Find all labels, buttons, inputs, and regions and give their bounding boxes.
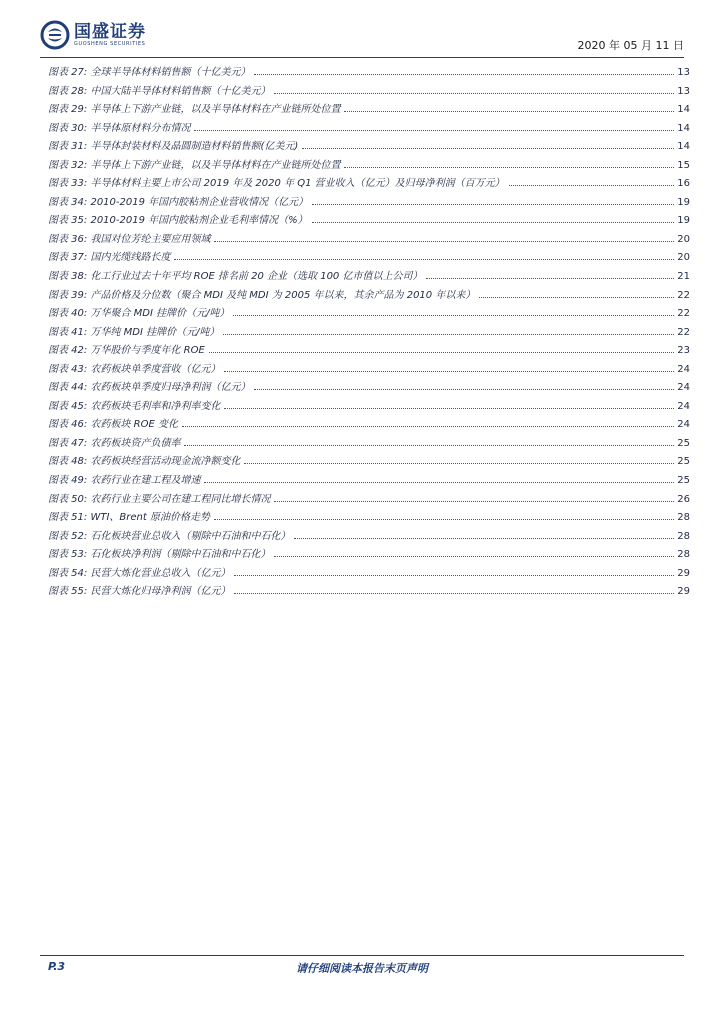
toc-dot-leader bbox=[479, 297, 674, 298]
toc-entry[interactable] bbox=[48, 527, 690, 546]
toc-entry-label: 图表 27: 全球半导体材料销售额（十亿美元） bbox=[48, 67, 251, 78]
toc-entry-label: 图表 37: 国内光缆线路长度 bbox=[48, 252, 171, 264]
toc-entry-label: 图表 34: 2010-2019 年国内胶粘剂企业营收情况（亿元） bbox=[48, 196, 309, 208]
toc-entry-label: 图表 31: 半导体封装材料及晶圆制造材料销售额(亿美元) bbox=[48, 141, 299, 153]
toc-dot-leader bbox=[344, 167, 674, 168]
toc-entry-label: 图表 50: 农药行业主要公司在建工程同比增长情况 bbox=[48, 493, 271, 505]
toc-entry-label: 图表 29: 半导体上下游产业链，以及半导体材料在产业链所处位置 bbox=[48, 104, 341, 116]
toc-dot-leader bbox=[274, 93, 674, 94]
toc-entry-page: 28 bbox=[677, 512, 690, 524]
header-divider bbox=[40, 57, 684, 58]
toc-entry-page: 22 bbox=[677, 308, 690, 320]
toc-entry[interactable] bbox=[48, 63, 690, 82]
page-number: P.3 bbox=[48, 960, 66, 973]
toc-entry[interactable] bbox=[48, 267, 690, 286]
toc-entry-label: 图表 38: 化工行业过去十年平均 ROE 排名前 20 企业（选取 100 亿市值以上公司） bbox=[48, 271, 423, 283]
toc-entry-page: 13 bbox=[677, 67, 690, 78]
toc-dot-leader bbox=[233, 315, 674, 316]
toc-entry[interactable] bbox=[48, 230, 690, 249]
toc-entry-page: 14 bbox=[677, 141, 690, 153]
toc-dot-leader bbox=[214, 519, 674, 520]
toc-entry[interactable] bbox=[48, 82, 690, 101]
toc-entry-label: 图表 35: 2010-2019 年国内胶粘剂企业毛利率情况（%） bbox=[48, 215, 308, 227]
toc-dot-leader bbox=[312, 204, 674, 205]
toc-entry-label: 图表 30: 半导体原材料分布情况 bbox=[48, 122, 191, 134]
toc-entry[interactable] bbox=[48, 564, 690, 583]
toc-dot-leader bbox=[182, 426, 674, 427]
toc-dot-leader bbox=[274, 556, 674, 557]
toc-entry-label: 图表 41: 万华纯 MDI 挂牌价（元/吨） bbox=[48, 326, 220, 338]
toc-entry-label: 图表 55: 民营大炼化归母净利润（亿元） bbox=[48, 586, 231, 598]
page-header bbox=[0, 0, 724, 60]
report-date: 2020 年 05 月 11 日 bbox=[577, 39, 684, 52]
toc-entry[interactable] bbox=[48, 508, 690, 527]
toc-entry-page: 24 bbox=[677, 400, 690, 412]
toc-dot-leader bbox=[204, 482, 674, 483]
toc-entry-label: 图表 44: 农药板块单季度归母净利润（亿元） bbox=[48, 382, 251, 394]
toc-entry-label: 图表 53: 石化板块净利润（剔除中石油和中石化） bbox=[48, 549, 271, 561]
toc-entry[interactable] bbox=[48, 397, 690, 416]
toc-entry-label: 图表 40: 万华聚合 MDI 挂牌价（元/吨） bbox=[48, 308, 230, 320]
toc-entry-page: 24 bbox=[677, 419, 690, 431]
toc-entry[interactable] bbox=[48, 341, 690, 360]
logo-name-cn: 国盛证券 bbox=[74, 21, 146, 42]
toc-entry-page: 14 bbox=[677, 122, 690, 134]
toc-entry-label: 图表 33: 半导体材料主要上市公司 2019 年及 2020 年 Q1 营业收入（亿元）及归母净利润（百万元） bbox=[48, 178, 505, 190]
toc-entry[interactable] bbox=[48, 360, 690, 379]
toc-dot-leader bbox=[294, 538, 674, 539]
toc-entry-label: 图表 36: 我国对位芳纶主要应用领域 bbox=[48, 233, 211, 245]
toc-entry[interactable] bbox=[48, 323, 690, 342]
toc-entry[interactable] bbox=[48, 211, 690, 230]
disclaimer-note: 请仔细阅读本报告末页声明 bbox=[296, 962, 428, 975]
toc-entry[interactable] bbox=[48, 286, 690, 305]
toc-entry-page: 22 bbox=[677, 326, 690, 338]
toc-entry-page: 16 bbox=[677, 178, 690, 190]
toc-entry-page: 25 bbox=[677, 437, 690, 449]
toc-entry[interactable] bbox=[48, 434, 690, 453]
toc-entry-page: 19 bbox=[677, 196, 690, 208]
toc-entry-page: 20 bbox=[677, 252, 690, 264]
toc-entry[interactable] bbox=[48, 119, 690, 138]
toc-entry-page: 21 bbox=[677, 271, 690, 283]
toc-entry-page: 23 bbox=[677, 345, 690, 357]
toc-entry-page: 24 bbox=[677, 382, 690, 394]
toc-entry-label: 图表 43: 农药板块单季度营收（亿元） bbox=[48, 363, 221, 375]
toc-entry-page: 13 bbox=[677, 85, 690, 97]
toc-entry-label: 图表 45: 农药板块毛利率和净利率变化 bbox=[48, 400, 221, 412]
toc-entry[interactable] bbox=[48, 174, 690, 193]
toc-entry[interactable] bbox=[48, 248, 690, 267]
toc-entry-label: 图表 48: 农药板块经营活动现金流净额变化 bbox=[48, 456, 241, 468]
toc-dot-leader bbox=[244, 463, 674, 464]
toc-dot-leader bbox=[312, 222, 674, 223]
company-logo bbox=[40, 20, 146, 50]
toc-dot-leader bbox=[174, 259, 674, 260]
toc-dot-leader bbox=[209, 352, 674, 353]
toc-entry-page: 19 bbox=[677, 215, 690, 227]
toc-entry[interactable] bbox=[48, 471, 690, 490]
toc-entry-page: 29 bbox=[677, 567, 690, 579]
toc-dot-leader bbox=[234, 575, 674, 576]
toc-entry-page: 14 bbox=[677, 104, 690, 116]
toc-entry-label: 图表 47: 农药板块资产负债率 bbox=[48, 437, 181, 449]
toc-entry-page: 20 bbox=[677, 233, 690, 245]
toc-entry[interactable] bbox=[48, 100, 690, 119]
toc-dot-leader bbox=[234, 593, 674, 594]
toc-entry[interactable] bbox=[48, 193, 690, 212]
toc-entry[interactable] bbox=[48, 452, 690, 471]
toc-entry-label: 图表 32: 半导体上下游产业链，以及半导体材料在产业链所处位置 bbox=[48, 159, 341, 171]
toc-dot-leader bbox=[223, 334, 674, 335]
footer-divider bbox=[40, 955, 684, 956]
toc-entry-page: 29 bbox=[677, 586, 690, 598]
toc-dot-leader bbox=[194, 130, 674, 131]
toc-entry-label: 图表 39: 产品价格及分位数（聚合 MDI 及纯 MDI 为 2005 年以来，其余产品为 2010 年以来） bbox=[48, 289, 476, 301]
toc-entry-page: 25 bbox=[677, 456, 690, 468]
toc-dot-leader bbox=[426, 278, 674, 279]
toc-entry[interactable] bbox=[48, 156, 690, 175]
toc-entry[interactable] bbox=[48, 415, 690, 434]
toc-entry[interactable] bbox=[48, 304, 690, 323]
toc-entry-label: 图表 54: 民营大炼化营业总收入（亿元） bbox=[48, 567, 231, 579]
toc-entry-page: 25 bbox=[677, 475, 690, 487]
toc-entry-page: 22 bbox=[677, 289, 690, 301]
toc-dot-leader bbox=[224, 371, 674, 372]
toc-dot-leader bbox=[214, 241, 674, 242]
toc-entry[interactable] bbox=[48, 582, 690, 601]
toc-entry[interactable] bbox=[48, 490, 690, 509]
toc-entry-page: 28 bbox=[677, 549, 690, 561]
toc-dot-leader bbox=[509, 185, 674, 186]
toc-dot-leader bbox=[274, 501, 674, 502]
toc-entry-page: 26 bbox=[677, 493, 690, 505]
toc-dot-leader bbox=[254, 389, 674, 390]
logo-name-en: GUOSHENG SECURITIES bbox=[74, 40, 146, 47]
toc-entry-label: 图表 46: 农药板块 ROE 变化 bbox=[48, 419, 178, 431]
toc-entry-page: 24 bbox=[677, 363, 690, 375]
guosheng-logo-icon bbox=[40, 20, 70, 50]
toc-entry-page: 28 bbox=[677, 530, 690, 542]
toc-dot-leader bbox=[302, 148, 674, 149]
figure-index bbox=[48, 63, 690, 601]
toc-dot-leader bbox=[254, 74, 674, 75]
toc-entry-page: 15 bbox=[677, 159, 690, 171]
toc-entry-label: 图表 51: WTI、Brent 原油价格走势 bbox=[48, 512, 210, 524]
toc-dot-leader bbox=[344, 111, 674, 112]
toc-entry-label: 图表 28: 中国大陆半导体材料销售额（十亿美元） bbox=[48, 85, 271, 97]
toc-entry-label: 图表 49: 农药行业在建工程及增速 bbox=[48, 475, 201, 487]
toc-entry[interactable] bbox=[48, 137, 690, 156]
toc-dot-leader bbox=[184, 445, 674, 446]
toc-entry[interactable] bbox=[48, 545, 690, 564]
toc-entry-label: 图表 52: 石化板块营业总收入（剔除中石油和中石化） bbox=[48, 530, 291, 542]
toc-entry[interactable] bbox=[48, 378, 690, 397]
toc-dot-leader bbox=[224, 408, 674, 409]
toc-entry-label: 图表 42: 万华股价与季度年化 ROE bbox=[48, 345, 205, 357]
